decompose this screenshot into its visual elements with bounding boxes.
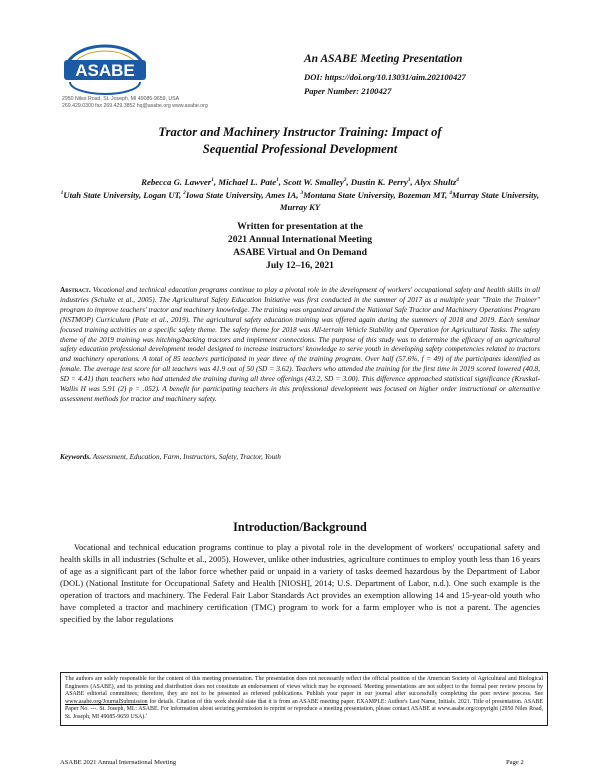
affiliation-4: Murray State University, Murray KY (279, 190, 540, 212)
keywords (60, 452, 540, 461)
keywords-label: Keywords. (60, 452, 92, 461)
author-4: Dustin K. Perry (350, 177, 408, 187)
author-list: Rebecca G. Lawver$^1$, Michael L. Pate$^1$, Scott W. Smalley$^2$, Dustin K. Perry$^3$, Alyx Shultz$^4$ (141, 177, 459, 187)
abstract (60, 285, 540, 404)
meeting-info (60, 220, 540, 272)
logo-text: ASABE (75, 61, 135, 80)
logo-ring-bottom (70, 82, 140, 94)
asabe-logo (60, 40, 150, 96)
author-2: Michael L. Pate (218, 177, 277, 187)
meeting-line-3: ASABE Virtual and On Demand (233, 247, 367, 258)
paper-number: Paper Number: 2100427 (304, 86, 392, 96)
author-3: Scott W. Smalley (283, 177, 344, 187)
intro-paragraph: Vocational and technical education programs continue to play a pivotal role in the development of workers' occupational safety and health skills in all industries (Schulte et al., 2005). However, unlike other industries, agriculture continues to employ youth less than 16 years of age as a significant part of the labor force whether paid or unpaid in a variety of tasks deemed hazardous by the Department of Labor (DOL) (National Institute for Occupational Safety and Health [NIOSH], 2014; U.S. Department of Labor, n.d.). One such example is the operation of tractors and machinery. The Federal Fair Labor Standards Act provides an exemption allowing 14 and 15-year-old youth who have completed a tractor and machinery certification (TMC) program to work for a farm employer who is not a parent. The agencies specified by the labor regulations (60, 542, 540, 624)
section-heading-intro: Introduction/Background (233, 520, 367, 534)
society-address (62, 96, 282, 110)
meeting-presentation-label: An ASABE Meeting Presentation (304, 53, 463, 65)
abstract-text: Vocational and technical education programs continue to play a pivotal role in the development of workers' occupational safety and health skills in all industries (Schulte et al., 2005). The Agricultural Safety Education Initiative was first conducted in the summer of 2017 as a multiple year "Train the Trainer" program to improve teachers' tractor and machinery knowledge. The training was organized around the National Safe Tractor and Machinery Operations Program (NSTMOP) Curriculum (Pate et al., 2019). The agricultural safety education training was offered again during the summers of 2018 and 2019. Each seminar focused training activities on a specific safety theme. The safety theme for 2018 was All-terrain Vehicle Stability and Operation for Agricultural Tasks. The safety theme of the 2019 training was hitching/backing tractors and implement connections. The purpose of this study was to determine the efficacy of an agricultural safety education professional development model designed to increase instructors' knowledge to serve youth in developing safety competencies related to tractors and machinery operations. A total of 85 teachers participated in year three of the training program. Over half (57.6%, f = 49) of the participants identified as female. The average test score for all teachers was 41.9 out of 50 (SD = 3.62). Teachers who attended the training for the first time in 2019 scored lowered (40.8, SD = 4.41) than teachers who had attended the training during all three offerings (43.2, SD = 3.00). This difference approached statistical significance (Kruskal-Wallis H was 5.91 (2) p = .052). A benefit for participating teachers in this professional development was focused on higher order instructional or alternative assessment methods for tractor and machinery safety. (60, 285, 540, 403)
author-5: Alyx Shultz (414, 177, 457, 187)
affiliation-2: Iowa State University, Ames IA, (185, 190, 301, 200)
title-line-2: Sequential Professional Development (202, 142, 398, 156)
title-line-1: Tractor and Machinery Instructor Training: Impact of (158, 125, 442, 139)
disclaimer-box: The authors are solely responsible for the content of this meeting presentation. The presentation does not necessarily reflect the official position of the American Society of Agricultural and Biological Engineers (ASABE), and its printing and distribution does not constitute an endorsement of views which may be expressed. Meeting presentations are not subject to the formal peer review process by ASABE editorial committees; therefore, they are not to be presented as refereed publications. Publish your paper in our journal after successfully completing the peer review process. See www.asabe.org/JournalSubmission for details. Citation of this work should state that it is from an ASABE meeting paper. EXAMPLE: Author's Last Name, Initials. 2021. Title of presentation. ASABE Paper No. ---. St. Joseph, MI.: ASABE. For information about securing permission to reprint or reproduce a meeting presentation, please contact ASABE at www.asabe.org/copyright (2950 Niles Road, St. Joseph, MI 49085-9659 USA).$^1$ (60, 672, 548, 726)
author-1: Rebecca G. Lawver (141, 177, 212, 187)
affiliations: $^1$Utah State University, Logan UT, $^2$Iowa State University, Ames IA, $^3$Montana State University, Bozeman MT, $^4$Murray State University, Murray KY (60, 190, 540, 212)
address-line-2: 269.429.0300 fax 269.429.3852 hq@asabe.org www.asabe.org (62, 103, 208, 109)
meeting-line-4: July 12–16, 2021 (266, 260, 334, 271)
page-number: Page 2 (506, 759, 524, 766)
meeting-line-1: Written for presentation at the (237, 221, 363, 232)
affiliation-1: Utah State University, Logan UT, (63, 190, 184, 200)
meeting-line-2: 2021 Annual International Meeting (227, 234, 373, 245)
footer-meeting: ASABE 2021 Annual International Meeting (60, 759, 177, 766)
address-line-1: 2950 Niles Road, St. Joseph, MI 49085-9659, USA (62, 96, 180, 102)
abstract-label: Abstract. (60, 285, 91, 294)
paper-title (60, 124, 540, 158)
keywords-text: Assessment, Education, Farm, Instructors, Safety, Tractor, Youth (91, 452, 281, 461)
doi: DOI: https://doi.org/10.13031/aim.202100427 (304, 72, 466, 82)
affiliation-3: Montana State University, Bozeman MT, (303, 190, 450, 200)
journal-submission-link[interactable]: www.asabe.org/JournalSubmission (65, 698, 148, 705)
